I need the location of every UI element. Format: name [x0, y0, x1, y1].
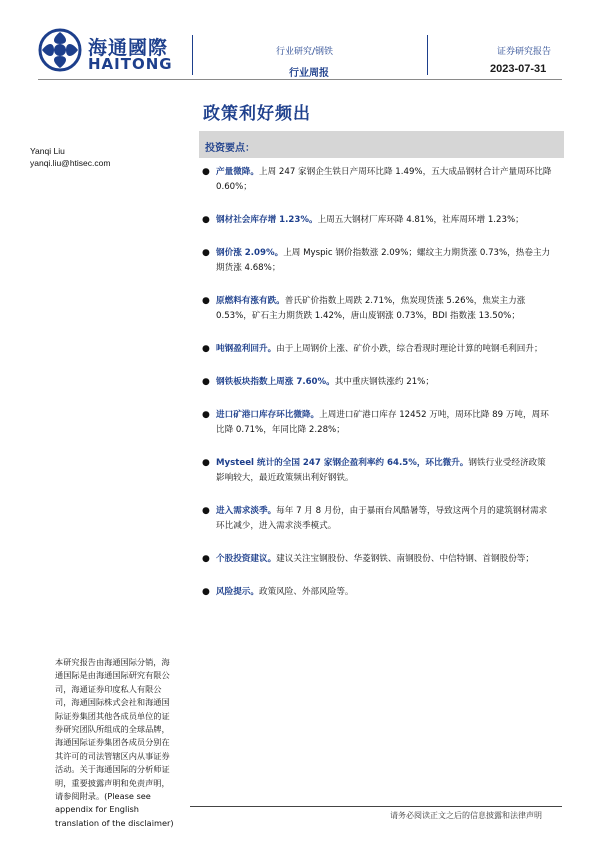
key-points-label: 投资要点：	[205, 143, 255, 154]
author-email[interactable]: yanqi.liu@htisec.com	[30, 158, 111, 168]
header-rule	[38, 79, 562, 80]
report-category: 行业研究/钢铁	[276, 47, 334, 57]
report-date: 2023-07-31	[490, 63, 547, 75]
bullet-icon: ●	[202, 554, 210, 564]
bullet-icon: ●	[202, 458, 210, 468]
key-points-list	[200, 165, 552, 618]
list-item: ● 风险提示。政策风险、外部风险等。	[200, 585, 552, 600]
footer-text: 请务必阅读正文之后的信息披露和法律声明	[390, 811, 542, 820]
bullet-icon: ●	[202, 377, 210, 387]
logo-english-text: HAITONG	[88, 55, 173, 73]
bullet-icon: ●	[202, 248, 210, 258]
author-block	[30, 145, 110, 169]
list-item: ● 钢铁板块指数上周涨 7.60%。其中重庆钢铁涨约 21%；	[200, 375, 552, 390]
bullet-icon: ●	[202, 167, 210, 177]
bullet-icon: ●	[202, 296, 210, 306]
list-item: ● 个股投资建议。建议关注宝钢股份、华菱钢铁、南钢股份、中信特钢、首钢股份等；	[200, 552, 552, 567]
bullet-icon: ●	[202, 215, 210, 225]
page-title: 政策利好频出	[203, 104, 311, 124]
list-item: ● 进入需求淡季。每年 7 月 8 月份，由于暴雨台风酷暑等，导致这两个月的建筑钢材需求环比减少，进入需求淡季模式。	[202, 506, 548, 531]
list-item: ● 吨钢盈利回升。由于上周钢价上涨、矿价小跌，综合看现时理论计算的吨钢毛利回升；	[200, 342, 552, 357]
list-item: ● Mysteel 统计的全国 247 家钢企盈利率约 64.5%，环比微升。钢铁行业受经济政策影响较大，最近政策频出利好钢铁。	[202, 458, 546, 483]
footer-rule	[190, 806, 562, 807]
logo-chinese-text: 海通國際	[88, 37, 169, 59]
bullet-icon: ●	[202, 587, 210, 597]
report-type: 行业周报	[289, 68, 329, 79]
list-item: ● 钢价涨 2.09%。上周 Myspic 钢价指数涨 2.09%；螺纹主力期货涨 0.73%，热卷主力期货涨 4.68%；	[202, 248, 551, 273]
list-item: ● 产量微降。上周 247 家钢企生铁日产周环比降 1.49%，五大成品钢材合计产量周环比降 0.60%；	[202, 167, 552, 192]
list-item: ● 钢材社会库存增 1.23%。上周五大钢材厂库环降 4.81%，社库周环增 1.23%；	[200, 213, 552, 228]
bullet-icon: ●	[202, 344, 210, 354]
bullet-icon: ●	[202, 410, 210, 420]
bullet-icon: ●	[202, 506, 210, 516]
haitong-logo-icon	[38, 28, 82, 72]
report-series: 证券研究报告	[497, 47, 552, 57]
disclaimer-text: 本研究报告由海通国际分销，海通国际是由海通国际研究有限公司，海通证券印度私人有限公司，海通国际株式会社和海通国际证券集团其他各成员单位的证券研究团队所组成的全球品牌，海通国际证券集团各成员分别在其许可的司法管辖区内从事证券活动。关于海通国际的分析师证明，重要披露声明和免责声明，请参阅附录。(Please see appendix for English translation of the disclaimer)	[55, 657, 174, 828]
author-name: Yanqi Liu	[30, 146, 65, 156]
list-item: ● 进口矿港口库存环比微降。上周进口矿港口库存 12452 万吨，周环比降 89 万吨，周环比降 0.71%，年同比降 2.28%；	[202, 410, 549, 435]
header-divider	[192, 35, 193, 75]
header-divider	[427, 35, 428, 75]
list-item: ● 原燃料有涨有跌。普氏矿价指数上周跌 2.71%，焦炭现货涨 5.26%，焦炭主力涨 0.53%，矿石主力期货跌 1.42%，唐山废钢涨 0.73%，BDI 指数涨 13.50%；	[202, 296, 526, 321]
